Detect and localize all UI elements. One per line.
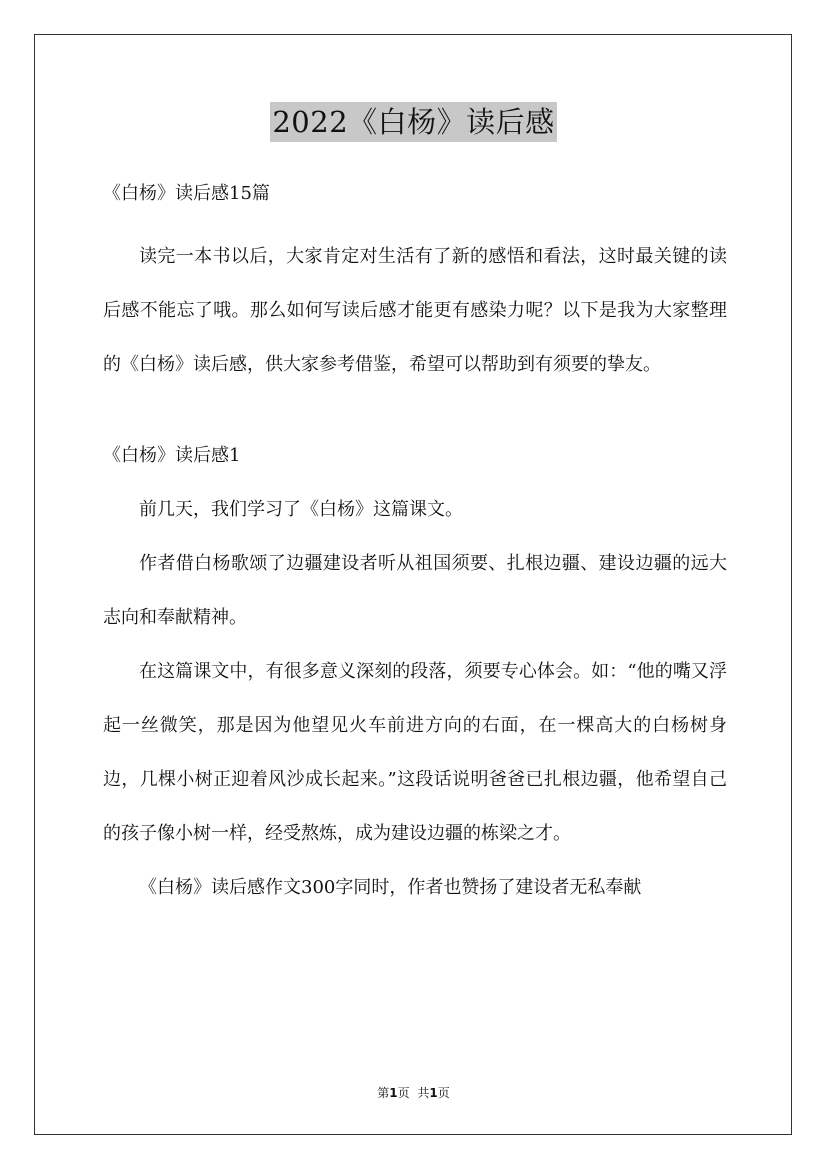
footer-total-suffix: 页	[437, 1086, 450, 1100]
body-paragraph: 《白杨》读后感作文300字同时，作者也赞扬了建设者无私奉献	[139, 877, 642, 898]
page-footer	[0, 1084, 827, 1101]
document-title: 2022《白杨》读后感	[270, 102, 556, 142]
footer-page-suffix: 页	[397, 1086, 410, 1100]
footer-prefix: 第	[377, 1086, 390, 1100]
document-body	[103, 176, 727, 915]
footer-total-prefix: 共	[417, 1086, 430, 1100]
body-paragraph: 前几天，我们学习了《白杨》这篇课文。	[139, 499, 463, 520]
document-subtitle: 《白杨》读后感15篇	[103, 183, 270, 204]
footer-total-number: 1	[429, 1086, 438, 1100]
section-heading: 《白杨》读后感1	[103, 445, 241, 466]
footer-page-number: 1	[389, 1086, 398, 1100]
intro-paragraph: 读完一本书以后，大家肯定对生活有了新的感悟和看法，这时最关键的读后感不能忘了哦。那么如何写读后感才能更有感染力呢？以下是我为大家整理的《白杨》读后感，供大家参考借鉴，希望可以帮助到有须要的挚友。	[103, 246, 727, 375]
body-paragraph: 在这篇课文中，有很多意义深刻的段落，须要专心体会。如：“他的嘴又浮起一丝微笑，那是因为他望见火车前进方向的右面，在一棵高大的白杨树身边，几棵小树正迎着风沙成长起来。”这段话说明爸爸已扎根边疆，他希望自己的孩子像小树一样，经受熬炼，成为建设边疆的栋梁之才。	[103, 661, 727, 844]
spacer	[103, 392, 727, 438]
title-container	[0, 102, 827, 142]
body-paragraph: 作者借白杨歌颂了边疆建设者听从祖国须要、扎根边疆、建设边疆的远大志向和奉献精神。	[103, 553, 727, 628]
